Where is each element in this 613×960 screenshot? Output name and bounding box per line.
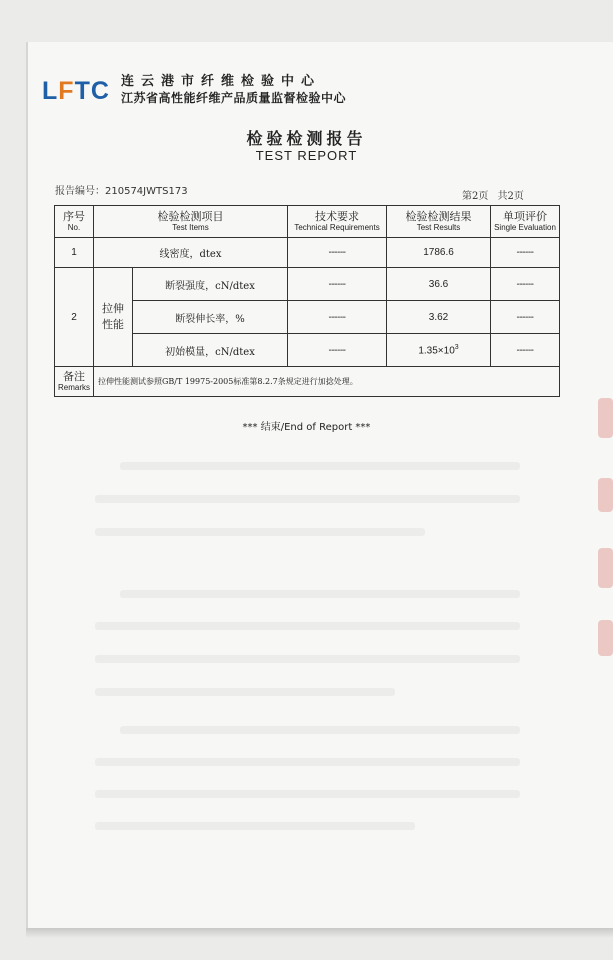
remarks-text: 拉伸性能测试参照GB/T 19975-2005标准第8.2.7条规定进行加捻处理。 [94,367,560,397]
bleed-through-line [95,495,520,503]
single-evaluation: ------ [491,268,560,301]
test-item: 断裂伸长率，% [133,301,288,334]
report-title-en: TEST REPORT [255,148,358,163]
row-no: 2 [55,268,94,367]
bleed-through-line [95,622,520,630]
remarks-label: 备注 Remarks [55,367,94,397]
test-results-table [54,205,560,397]
test-result: 36.6 [387,268,491,301]
seal-stamp-fragment [598,478,613,512]
lftc-logo: LFTC [42,76,110,105]
header-test-items: 检验检测项目 Test Items [94,206,288,238]
bleed-through-line [95,790,520,798]
table-header-row [55,206,560,238]
seal-stamp-fragment [598,548,613,588]
remarks-row [55,367,560,397]
table-row [55,238,560,268]
test-item: 初始模量，cN/dtex [133,334,288,367]
single-evaluation: ------ [491,238,560,268]
test-item: 线密度，dtex [94,238,288,268]
test-result: 1786.6 [387,238,491,268]
organization-name [121,74,346,106]
report-number: 报告编号：210574JWTS173 [55,186,188,197]
test-result: 3.62 [387,301,491,334]
bleed-through-line [120,726,520,734]
org-name-line2: 江苏省高性能纤维产品质量监督检验中心 [121,91,347,105]
technical-requirement: ------ [288,334,387,367]
bleed-through-line [95,655,520,663]
technical-requirement: ------ [288,268,387,301]
header-single-evaluation: 单项评价 Single Evaluation [491,206,560,238]
table-row [55,268,560,301]
page-shadow [26,928,613,938]
seal-stamp-fragment [598,620,613,656]
test-item: 断裂强度，cN/dtex [133,268,288,301]
end-of-report: *** 结束/End of Report *** [242,422,371,433]
header-technical-requirements: 技术要求 Technical Requirements [288,206,387,238]
org-name-line1: 连云港市纤维检验中心 [121,74,322,89]
bleed-through-line [95,758,520,766]
test-item-group: 拉伸性能 [94,268,133,367]
bleed-through-line [120,462,520,470]
header-no: 序号 No. [55,206,94,238]
report-title-cn: 检验检测报告 [246,129,367,148]
technical-requirement: ------ [288,238,387,268]
single-evaluation: ------ [491,301,560,334]
header-test-results: 检验检测结果 Test Results [387,206,491,238]
bleed-through-line [95,822,415,830]
single-evaluation: ------ [491,334,560,367]
page-number: 第2页 共2页 [462,191,524,202]
bleed-through-line [120,590,520,598]
bleed-through-line [95,528,425,536]
row-no: 1 [55,238,94,268]
technical-requirement: ------ [288,301,387,334]
bleed-through-line [95,688,395,696]
test-result: $1.35\times 10^3$ [387,334,491,367]
